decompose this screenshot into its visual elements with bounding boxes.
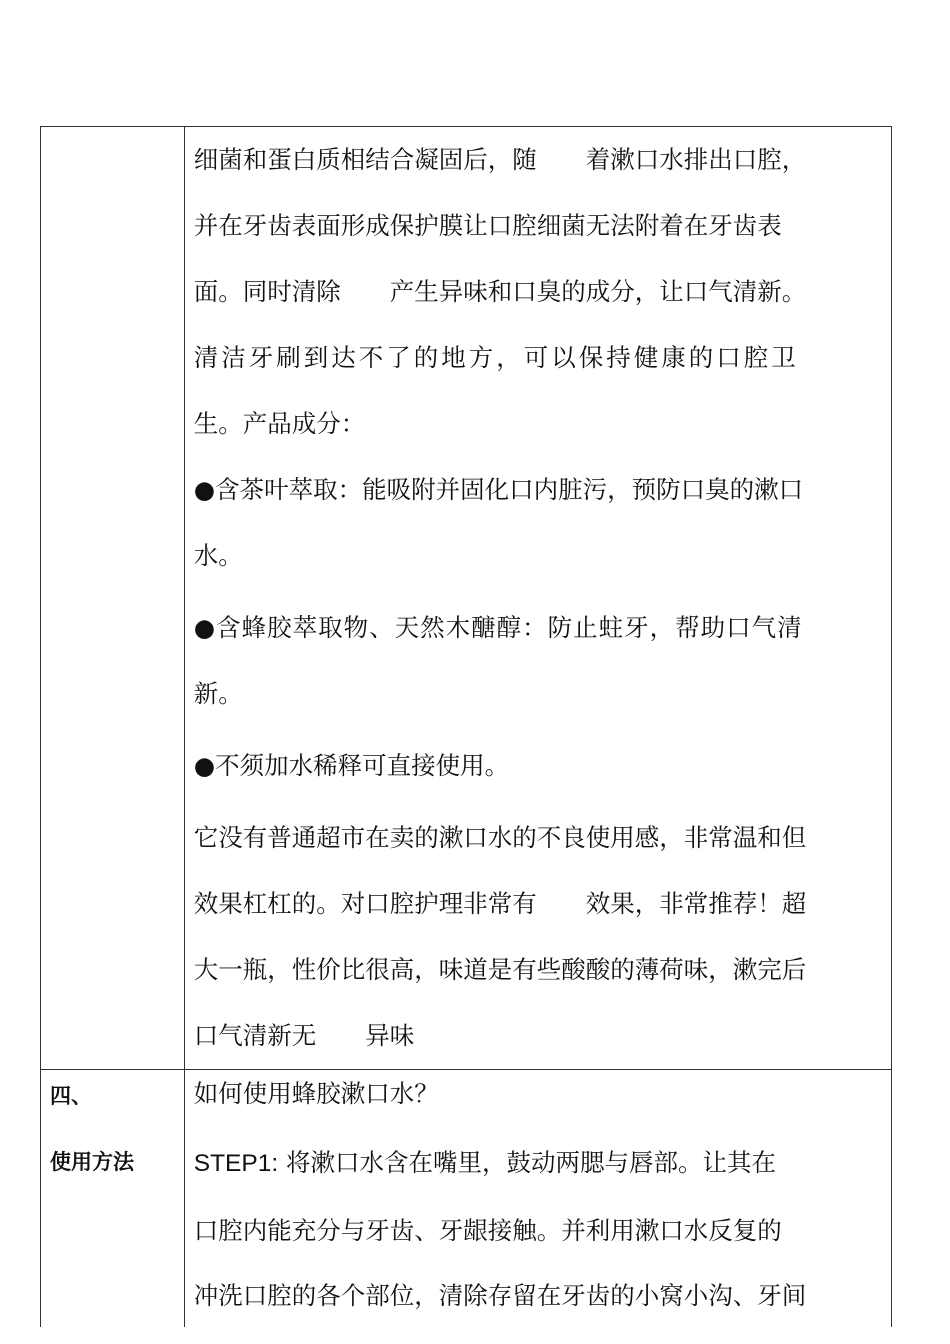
document-table bbox=[40, 126, 892, 1327]
section-4-label-cell bbox=[41, 1070, 185, 1328]
text-line: 面。同时清除 产生异味和口臭的成分，让口气清新。 bbox=[193, 277, 807, 306]
section-3-text bbox=[185, 127, 891, 1069]
bullet-line: ●含蜂胶萃取物、天然木醣醇：防止蛀牙，帮助口气清 bbox=[193, 613, 803, 642]
text-line: 水。 bbox=[193, 541, 243, 570]
step-text-line: 口腔内能充分与牙齿、牙龈接触。并利用漱口水反复的 bbox=[193, 1216, 782, 1245]
section-3-label-cell bbox=[41, 127, 185, 1070]
text-line: 大一瓶，性价比很高，味道是有些酸酸的薄荷味，漱完后 bbox=[193, 955, 807, 984]
section-4-text bbox=[185, 1070, 891, 1327]
text-line: 新。 bbox=[193, 679, 243, 708]
text-line: 效果杠杠的。对口腔护理非常有 效果，非常推荐！超 bbox=[193, 889, 807, 918]
bullet-line: ●不须加水稀释可直接使用。 bbox=[193, 751, 510, 780]
step-text-line: 冲洗口腔的各个部位，清除存留在牙齿的小窝小沟、牙间 bbox=[193, 1281, 807, 1310]
text-line: 口气清新无 异味 bbox=[193, 1021, 415, 1050]
bullet-line: ●含茶叶萃取：能吸附并固化口内脏污，预防口臭的漱口 bbox=[193, 475, 804, 504]
section-3-body-cell bbox=[184, 127, 891, 1070]
section-4-label bbox=[41, 1070, 184, 1202]
section-4-body-cell bbox=[184, 1070, 891, 1328]
step-text: 将漱口水含在嘴里，鼓动两腮与唇部。让其在 bbox=[285, 1148, 776, 1177]
step-line bbox=[194, 1132, 883, 1195]
table-row-section-3 bbox=[41, 127, 892, 1070]
section-number: 四、 bbox=[50, 1084, 92, 1108]
text-line: 细菌和蛋白质相结合凝固后，随 着漱口水排出口腔， bbox=[193, 145, 807, 174]
step-label: STEP1: bbox=[193, 1150, 279, 1177]
text-line: 并在牙齿表面形成保护膜让口腔细菌无法附着在牙齿表 bbox=[193, 211, 782, 240]
text-line: 它没有普通超市在卖的漱口水的不良使用感，非常温和但 bbox=[193, 823, 807, 852]
table-row-section-4 bbox=[41, 1070, 892, 1328]
section-title: 使用方法 bbox=[50, 1150, 134, 1174]
text-line: 清洁牙刷到达不了的地方，可以保持健康的口腔卫 bbox=[193, 343, 799, 372]
text-line: 生。产品成分： bbox=[193, 409, 366, 438]
question-heading: 如何使用蜂胶漱口水？ bbox=[193, 1079, 439, 1108]
